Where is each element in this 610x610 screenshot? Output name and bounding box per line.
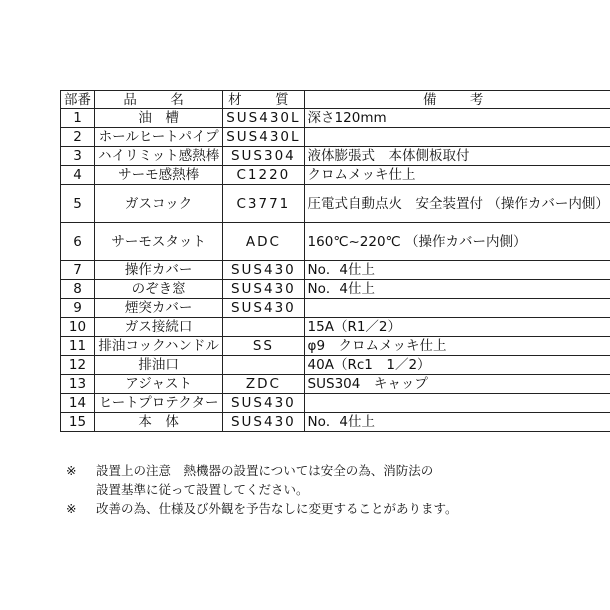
footnote-text: 設置上の注意 熱機器の設置については安全の為、消防法の 設置基準に従って設置してください。 [96, 463, 434, 497]
material-cell: SUS430 [223, 261, 304, 280]
remarks-cell: 圧電式自動点火 安全装置付 （操作カバー内側） [304, 185, 610, 223]
part-name-cell: 操作カバー [95, 261, 223, 280]
material-cell: SUS430L [223, 109, 304, 128]
part-number-cell: 10 [61, 318, 95, 337]
part-name-cell: 本 体 [95, 413, 223, 432]
table-row [61, 280, 610, 299]
table-row [61, 318, 610, 337]
table-row [61, 413, 610, 432]
part-name-cell: ホールヒートパイプ [95, 128, 223, 147]
table-row [61, 337, 610, 356]
table-row [61, 147, 610, 166]
part-number-cell: 12 [61, 356, 95, 375]
part-name-cell: 排油コックハンドル [95, 337, 223, 356]
part-name-cell: ヒートプロテクター [95, 394, 223, 413]
material-cell: SS [223, 337, 304, 356]
table-header-row [61, 91, 610, 109]
part-name-cell: サーモスタット [95, 223, 223, 261]
material-cell: SUS430 [223, 299, 304, 318]
remarks-cell: SUS304 キャップ [304, 375, 610, 394]
part-number-cell: 2 [61, 128, 95, 147]
part-name-cell: ガス接続口 [95, 318, 223, 337]
part-name-cell: 煙突カバー [95, 299, 223, 318]
table-row [61, 166, 610, 185]
part-name-cell: 油 槽 [95, 109, 223, 128]
part-number-cell: 13 [61, 375, 95, 394]
remarks-cell: 深さ120mm [304, 109, 610, 128]
footnote-mark: ※ [66, 463, 77, 478]
remarks-cell: クロムメッキ仕上 [304, 166, 610, 185]
material-cell: SUS430 [223, 413, 304, 432]
remarks-cell: No．4仕上 [304, 280, 610, 299]
part-number-cell: 1 [61, 109, 95, 128]
remarks-cell: 40A（Rc1 1／2） [304, 356, 610, 375]
remarks-cell: No．4仕上 [304, 413, 610, 432]
material-cell: ADC [223, 223, 304, 261]
part-name-cell: ガスコック [95, 185, 223, 223]
part-number-cell: 7 [61, 261, 95, 280]
footnotes [66, 461, 586, 518]
header-remarks: 備 考 [304, 91, 610, 109]
part-number-cell: 15 [61, 413, 95, 432]
part-number-cell: 6 [61, 223, 95, 261]
material-cell: C1220 [223, 166, 304, 185]
table-row [61, 375, 610, 394]
parts-table [60, 90, 610, 432]
remarks-cell: φ9 クロムメッキ仕上 [304, 337, 610, 356]
material-cell: SUS430 [223, 394, 304, 413]
remarks-cell [304, 128, 610, 147]
remarks-cell: 160℃~220℃ （操作カバー内側） [304, 223, 610, 261]
remarks-cell: 液体膨張式 本体側板取付 [304, 147, 610, 166]
part-name-cell: 排油口 [95, 356, 223, 375]
part-number-cell: 3 [61, 147, 95, 166]
remarks-cell [304, 299, 610, 318]
remarks-cell: No．4仕上 [304, 261, 610, 280]
material-cell: SUS304 [223, 147, 304, 166]
table-row [61, 394, 610, 413]
part-name-cell: アジャスト [95, 375, 223, 394]
material-cell: SUS430 [223, 280, 304, 299]
part-name-cell: ハイリミット感熱棒 [95, 147, 223, 166]
table-row [61, 261, 610, 280]
table-row [61, 128, 610, 147]
material-cell [223, 318, 304, 337]
part-number-cell: 9 [61, 299, 95, 318]
material-cell: C3771 [223, 185, 304, 223]
part-name-cell: のぞき窓 [95, 280, 223, 299]
table-row [61, 299, 610, 318]
remarks-cell [304, 394, 610, 413]
part-number-cell: 14 [61, 394, 95, 413]
footnote-text: 改善の為、仕様及び外観を予告なしに変更することがあります。 [96, 501, 458, 516]
part-number-cell: 5 [61, 185, 95, 223]
header-material: 材 質 [223, 91, 304, 109]
table-row [61, 356, 610, 375]
header-part-number: 部番 [61, 91, 95, 109]
part-number-cell: 8 [61, 280, 95, 299]
material-cell: SUS430L [223, 128, 304, 147]
header-part-name: 品 名 [95, 91, 223, 109]
footnote [66, 461, 586, 499]
part-number-cell: 11 [61, 337, 95, 356]
part-name-cell: サーモ感熱棒 [95, 166, 223, 185]
material-cell [223, 356, 304, 375]
remarks-cell: 15A（R1／2） [304, 318, 610, 337]
part-number-cell: 4 [61, 166, 95, 185]
table-row [61, 223, 610, 261]
footnote [66, 499, 586, 518]
table-row [61, 185, 610, 223]
material-cell: ZDC [223, 375, 304, 394]
table-row [61, 109, 610, 128]
footnote-mark: ※ [66, 501, 77, 516]
